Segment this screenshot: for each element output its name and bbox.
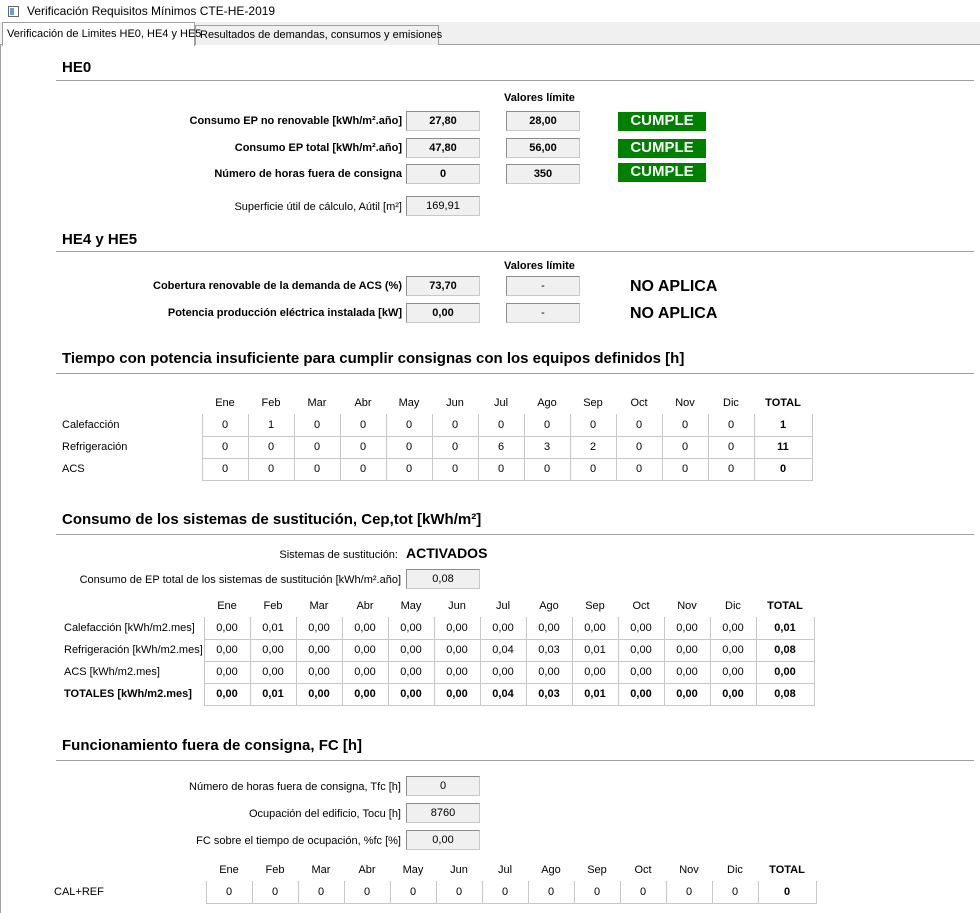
substitution-cell: 0,00: [664, 639, 710, 661]
substitution-status-value: ACTIVADOS: [406, 545, 488, 561]
insufficient-month-header: Nov: [675, 397, 695, 409]
substitution-cell: 0,00: [480, 617, 526, 639]
insufficient-table: [60, 392, 813, 481]
insufficient-month-header: Dic: [723, 397, 739, 409]
fc-cell: 0: [298, 881, 344, 903]
substitution-cell: 0,00: [388, 617, 434, 639]
insufficient-cell: 0: [570, 458, 616, 480]
substitution-month-header: Dic: [725, 600, 741, 612]
substitution-cell: 0,00: [434, 617, 480, 639]
substitution-cell: 0,00: [434, 683, 480, 705]
insufficient-cell: 3: [524, 436, 570, 458]
substitution-table-row: [62, 617, 814, 639]
substitution-cell: 0,00: [296, 683, 342, 705]
substitution-month-header: Feb: [263, 600, 283, 612]
insufficient-cell: 2: [570, 436, 616, 458]
insufficient-row-total: 0: [754, 458, 812, 480]
substitution-row-label: Calefacción [kWh/m2.mes]: [64, 622, 195, 634]
substitution-row-label: TOTALES [kWh/m2.mes]: [64, 688, 192, 700]
fc-cell: 0: [666, 881, 712, 903]
insufficient-month-header: Jul: [493, 397, 509, 409]
he45-cobertura-limit: -: [506, 276, 580, 296]
fc-header-row: [52, 859, 816, 881]
fc-cell: 0: [436, 881, 482, 903]
substitution-divider: [56, 534, 974, 536]
substitution-cell: 0,00: [480, 661, 526, 683]
substitution-cell: 0,00: [572, 661, 618, 683]
fc-cell: 0: [482, 881, 528, 903]
substitution-row-total: 0,00: [756, 661, 814, 683]
fc-cell: 0: [390, 881, 436, 903]
insufficient-cell: 1: [248, 414, 294, 436]
he45-cobertura-value: 73,70: [406, 276, 480, 296]
insufficient-cell: 0: [432, 458, 478, 480]
substitution-cell: 0,00: [342, 639, 388, 661]
he0-superficie-value: 169,91: [406, 196, 480, 216]
app-icon: [8, 6, 19, 17]
insufficient-cell: 0: [340, 436, 386, 458]
insufficient-total-header: TOTAL: [765, 397, 801, 409]
insufficient-cell: 0: [202, 458, 248, 480]
substitution-cell: 0,00: [204, 683, 250, 705]
window-title: Verificación Requisitos Mínimos CTE-HE-2019: [27, 4, 276, 18]
he0-ep-total-label: Consumo EP total [kWh/m².año]: [234, 142, 402, 154]
window-titlebar: [0, 0, 980, 22]
fc-month-header: Oct: [634, 864, 652, 876]
substitution-cell: 0,00: [296, 617, 342, 639]
insufficient-month-header: Ago: [537, 397, 557, 409]
substitution-cell: 0,00: [618, 661, 664, 683]
substitution-cell: 0,00: [434, 639, 480, 661]
he0-horas-fuera-status-badge: CUMPLE: [618, 163, 706, 182]
insufficient-cell: 0: [386, 458, 432, 480]
fc-month-header: May: [402, 864, 424, 876]
substitution-row-total: 0,08: [756, 639, 814, 661]
insufficient-cell: 0: [340, 458, 386, 480]
insufficient-row-label: Refrigeración: [62, 441, 128, 453]
substitution-table-row: [62, 683, 814, 705]
insufficient-cell: 0: [662, 436, 708, 458]
insufficient-month-header: Feb: [261, 397, 281, 409]
substitution-month-header: Mar: [309, 600, 329, 612]
insufficient-cell: 0: [662, 458, 708, 480]
insufficient-cell: 0: [294, 414, 340, 436]
substitution-month-header: Abr: [356, 600, 374, 612]
substitution-total-label: Consumo de EP total de los sistemas de sustitución [kWh/m².año]: [79, 574, 401, 586]
tab-content: [0, 45, 980, 913]
fc-porcentaje-value: 0,00: [406, 830, 480, 850]
substitution-cell: 0,01: [572, 683, 618, 705]
insufficient-cell: 0: [386, 436, 432, 458]
substitution-cell: 0,04: [480, 683, 526, 705]
fc-header-blank: [52, 859, 206, 881]
fc-month-header: Feb: [265, 864, 285, 876]
he45-potencia-value: 0,00: [406, 303, 480, 323]
insufficient-cell: 6: [478, 436, 524, 458]
fc-month-header: Jun: [450, 864, 468, 876]
he0-ep-no-renovable-label: Consumo EP no renovable [kWh/m².año]: [189, 115, 402, 127]
insufficient-month-header: May: [398, 397, 420, 409]
fc-month-header: Mar: [311, 864, 331, 876]
fc-month-header: Jul: [497, 864, 513, 876]
tab-bar: [0, 22, 980, 45]
substitution-month-header: Ene: [217, 600, 237, 612]
substitution-cell: 0,00: [204, 617, 250, 639]
insufficient-cell: 0: [248, 458, 294, 480]
he0-divider: [56, 80, 974, 82]
substitution-cell: 0,00: [618, 639, 664, 661]
substitution-cell: 0,01: [250, 617, 296, 639]
insufficient-cell: 0: [202, 436, 248, 458]
he0-section-title: HE0: [62, 59, 92, 76]
fc-table-row: [52, 881, 816, 903]
insufficient-month-header: Ene: [215, 397, 235, 409]
substitution-table-row: [62, 661, 814, 683]
insufficient-header-row: [60, 392, 812, 414]
insufficient-month-header: Jun: [446, 397, 464, 409]
substitution-month-header: Jun: [448, 600, 466, 612]
fc-total-header: TOTAL: [769, 864, 805, 876]
insufficient-cell: 0: [570, 414, 616, 436]
substitution-header-row: [62, 595, 814, 617]
fc-cell: 0: [712, 881, 758, 903]
insufficient-cell: 0: [432, 436, 478, 458]
substitution-row-label: ACS [kWh/m2.mes]: [64, 666, 160, 678]
tab-resultados[interactable]: Resultados de demandas, consumos y emisiones: [195, 25, 439, 45]
insufficient-cell: 0: [294, 436, 340, 458]
insufficient-cell: 0: [248, 436, 294, 458]
substitution-cell: 0,00: [710, 683, 756, 705]
fc-month-header: Nov: [679, 864, 699, 876]
insufficient-month-header: Sep: [583, 397, 603, 409]
he45-section-title: HE4 y HE5: [62, 231, 138, 248]
substitution-cell: 0,00: [342, 683, 388, 705]
he45-cobertura-label: Cobertura renovable de la demanda de ACS (%): [153, 280, 402, 292]
fc-cell: 0: [574, 881, 620, 903]
he0-horas-fuera-limit: 350: [506, 164, 580, 184]
he0-ep-no-renovable-limit: 28,00: [506, 111, 580, 131]
he45-divider: [56, 251, 974, 253]
he0-horas-fuera-label: Número de horas fuera de consigna: [214, 168, 402, 180]
insufficient-cell: 0: [708, 436, 754, 458]
substitution-cell: 0,00: [618, 683, 664, 705]
substitution-cell: 0,04: [480, 639, 526, 661]
insufficient-cell: 0: [294, 458, 340, 480]
insufficient-month-header: Abr: [354, 397, 372, 409]
substitution-cell: 0,00: [434, 661, 480, 683]
insufficient-cell: 0: [616, 458, 662, 480]
insufficient-cell: 0: [386, 414, 432, 436]
insufficient-cell: 0: [616, 414, 662, 436]
substitution-cell: 0,00: [526, 617, 572, 639]
substitution-cell: 0,00: [296, 639, 342, 661]
insufficient-cell: 0: [708, 414, 754, 436]
fc-divider: [56, 760, 974, 762]
substitution-cell: 0,03: [526, 639, 572, 661]
insufficient-table-row: [60, 458, 812, 480]
insufficient-table-row: [60, 414, 812, 436]
substitution-header-blank: [62, 595, 204, 617]
insufficient-cell: 0: [662, 414, 708, 436]
fc-month-header: Ago: [541, 864, 561, 876]
substitution-cell: 0,00: [388, 661, 434, 683]
insufficient-row-label: Calefacción: [62, 419, 120, 431]
substitution-cell: 0,00: [250, 639, 296, 661]
he0-ep-total-limit: 56,00: [506, 138, 580, 158]
fc-row-label: CAL+REF: [54, 886, 104, 898]
substitution-month-header: May: [400, 600, 422, 612]
he0-limits-header: Valores límite: [504, 92, 575, 104]
insufficient-section-title: Tiempo con potencia insuficiente para cumplir consignas con los equipos definidos [h]: [62, 350, 685, 367]
substitution-cell: 0,00: [710, 661, 756, 683]
substitution-cell: 0,00: [296, 661, 342, 683]
substitution-month-header: Oct: [632, 600, 650, 612]
insufficient-month-header: Mar: [307, 397, 327, 409]
substitution-month-header: Sep: [585, 600, 605, 612]
insufficient-cell: 0: [616, 436, 662, 458]
insufficient-table-row: [60, 436, 812, 458]
substitution-cell: 0,00: [618, 617, 664, 639]
fc-cell: 0: [344, 881, 390, 903]
insufficient-cell: 0: [478, 414, 524, 436]
substitution-month-header: Ago: [539, 600, 559, 612]
fc-cell: 0: [620, 881, 666, 903]
he0-ep-total-status-badge: CUMPLE: [618, 139, 706, 158]
substitution-cell: 0,00: [204, 661, 250, 683]
fc-horas-fuera-label: Número de horas fuera de consigna, Tfc [h]: [189, 781, 401, 793]
substitution-table-row: [62, 639, 814, 661]
he45-potencia-limit: -: [506, 303, 580, 323]
insufficient-cell: 0: [524, 414, 570, 436]
fc-month-header: Dic: [727, 864, 743, 876]
fc-section-title: Funcionamiento fuera de consigna, FC [h]: [62, 737, 363, 754]
insufficient-divider: [56, 373, 974, 375]
substitution-month-header: Nov: [677, 600, 697, 612]
substitution-cell: 0,00: [664, 661, 710, 683]
fc-table: [52, 859, 817, 904]
substitution-status-label: Sistemas de sustitución:: [279, 549, 398, 561]
substitution-cell: 0,01: [250, 683, 296, 705]
he45-limits-header: Valores límite: [504, 260, 575, 272]
substitution-row-total: 0,08: [756, 683, 814, 705]
substitution-cell: 0,00: [250, 661, 296, 683]
fc-month-header: Sep: [587, 864, 607, 876]
substitution-cell: 0,00: [664, 683, 710, 705]
insufficient-header-blank: [60, 392, 202, 414]
fc-ocupacion-value: 8760: [406, 803, 480, 823]
insufficient-row-label: ACS: [62, 463, 85, 475]
substitution-cell: 0,00: [204, 639, 250, 661]
substitution-cell: 0,00: [388, 639, 434, 661]
substitution-cell: 0,00: [710, 639, 756, 661]
fc-porcentaje-label: FC sobre el tiempo de ocupación, %fc [%]: [196, 835, 401, 847]
substitution-section-title: Consumo de los sistemas de sustitución, Cep,tot [kWh/m²]: [62, 511, 482, 528]
insufficient-cell: 0: [340, 414, 386, 436]
fc-month-header: Abr: [358, 864, 376, 876]
substitution-total-value: 0,08: [406, 569, 480, 589]
substitution-cell: 0,00: [342, 661, 388, 683]
he0-ep-no-renovable-status-badge: CUMPLE: [618, 112, 706, 131]
fc-cell: 0: [252, 881, 298, 903]
substitution-cell: 0,00: [388, 683, 434, 705]
he0-ep-total-value: 47,80: [406, 138, 480, 158]
fc-cell: 0: [528, 881, 574, 903]
substitution-cell: 0,00: [664, 617, 710, 639]
substitution-cell: 0,00: [710, 617, 756, 639]
substitution-month-header: Jul: [495, 600, 511, 612]
insufficient-row-total: 1: [754, 414, 812, 436]
substitution-table: [62, 595, 815, 706]
fc-horas-fuera-value: 0: [406, 776, 480, 796]
substitution-cell: 0,00: [526, 661, 572, 683]
insufficient-row-total: 11: [754, 436, 812, 458]
tab-verificacion-limites[interactable]: Verificación de Limites HE0, HE4 y HE5: [2, 22, 195, 46]
substitution-cell: 0,00: [342, 617, 388, 639]
substitution-cell: 0,03: [526, 683, 572, 705]
insufficient-cell: 0: [524, 458, 570, 480]
insufficient-month-header: Oct: [630, 397, 648, 409]
insufficient-cell: 0: [432, 414, 478, 436]
insufficient-cell: 0: [708, 458, 754, 480]
substitution-total-header: TOTAL: [767, 600, 803, 612]
substitution-row-label: Refrigeración [kWh/m2.mes]: [64, 644, 203, 656]
substitution-cell: 0,00: [572, 617, 618, 639]
fc-ocupacion-label: Ocupación del edificio, Tocu [h]: [248, 808, 401, 820]
he0-ep-no-renovable-value: 27,80: [406, 111, 480, 131]
fc-row-total: 0: [758, 881, 816, 903]
insufficient-cell: 0: [202, 414, 248, 436]
he0-horas-fuera-value: 0: [406, 164, 480, 184]
substitution-cell: 0,01: [572, 639, 618, 661]
substitution-row-total: 0,01: [756, 617, 814, 639]
he0-superficie-label: Superficie útil de cálculo, Aútil [m²]: [234, 201, 402, 213]
he45-cobertura-status: NO APLICA: [630, 278, 718, 295]
he45-potencia-label: Potencia producción eléctrica instalada [kW]: [167, 307, 402, 319]
fc-month-header: Ene: [219, 864, 239, 876]
he45-potencia-status: NO APLICA: [630, 305, 718, 322]
insufficient-cell: 0: [478, 458, 524, 480]
fc-cell: 0: [206, 881, 252, 903]
